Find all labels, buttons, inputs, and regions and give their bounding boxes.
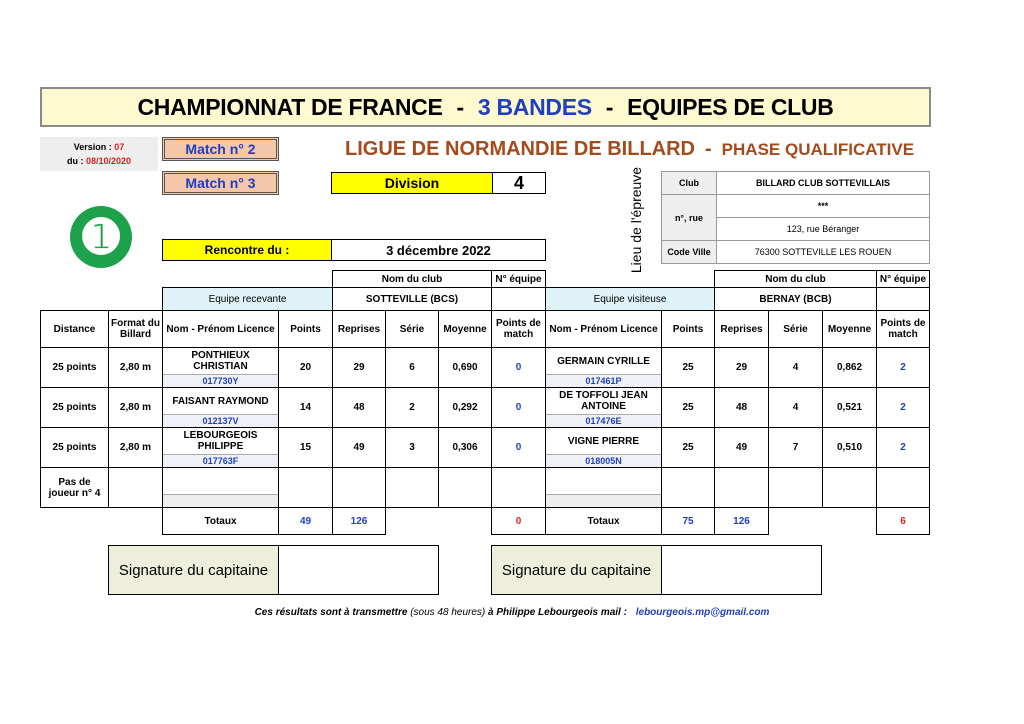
home-pm-cell: 0 bbox=[492, 348, 546, 388]
away-player-licence: 018005N bbox=[546, 454, 661, 467]
home-player-name bbox=[163, 468, 278, 494]
home-reprises-header: Reprises bbox=[333, 311, 386, 348]
home-points-header: Points bbox=[279, 311, 333, 348]
rue-label: n°, rue bbox=[662, 195, 717, 241]
home-serie-cell[interactable]: 6 bbox=[386, 348, 439, 388]
match-2-box[interactable]: Match n° 2 bbox=[162, 137, 279, 161]
home-no-equipe-header: N° équipe bbox=[492, 271, 546, 288]
format-header: Format du Billard bbox=[109, 311, 163, 348]
home-player-licence: 017730Y bbox=[163, 374, 278, 387]
home-pm-header: Points de match bbox=[492, 311, 546, 348]
footer-email-link[interactable]: lebourgeois.mp@gmail.com bbox=[635, 607, 770, 618]
home-team-number[interactable] bbox=[492, 288, 546, 311]
away-team-label: Equipe visiteuse bbox=[546, 288, 715, 311]
home-serie-cell[interactable] bbox=[386, 468, 439, 508]
away-total-pm: 6 bbox=[877, 508, 930, 535]
rue-line-2[interactable]: 123, rue Béranger bbox=[717, 218, 930, 241]
home-points-cell[interactable]: 14 bbox=[279, 388, 333, 428]
club-value[interactable]: BILLARD CLUB SOTTEVILLAIS bbox=[717, 172, 930, 195]
away-player-name: GERMAIN CYRILLE bbox=[557, 355, 650, 367]
home-totals-label: Totaux bbox=[163, 508, 279, 535]
away-player-cell[interactable] bbox=[546, 428, 662, 468]
home-player-name: FAISANT RAYMOND bbox=[172, 395, 269, 407]
version-info bbox=[40, 137, 158, 171]
away-pm-cell bbox=[877, 468, 930, 508]
title-discipline: 3 BANDES bbox=[477, 93, 592, 120]
away-reprises-cell[interactable]: 29 bbox=[715, 348, 769, 388]
format-cell bbox=[109, 468, 163, 508]
distance-header: Distance bbox=[41, 311, 109, 348]
away-moyenne-header: Moyenne bbox=[823, 311, 877, 348]
format-cell: 2,80 m bbox=[109, 348, 163, 388]
away-reprises-cell[interactable]: 49 bbox=[715, 428, 769, 468]
away-pm-cell: 2 bbox=[877, 348, 930, 388]
away-moyenne-cell: 0,862 bbox=[823, 348, 877, 388]
away-moyenne-cell: 0,510 bbox=[823, 428, 877, 468]
results-table bbox=[40, 270, 930, 535]
home-player-cell[interactable] bbox=[163, 468, 279, 508]
lieu-heading-text: Lieu de l'épreuve bbox=[628, 166, 645, 274]
away-nom-club-header: Nom du club bbox=[715, 271, 877, 288]
home-pm-cell: 0 bbox=[492, 428, 546, 468]
away-points-cell[interactable]: 25 bbox=[662, 428, 715, 468]
away-player-cell[interactable] bbox=[546, 388, 662, 428]
away-signature-label: Signature du capitaine bbox=[492, 546, 662, 594]
distance-cell: 25 points bbox=[41, 348, 109, 388]
club-label: Club bbox=[662, 172, 717, 195]
away-nom-header: Nom - Prénom Licence bbox=[546, 311, 662, 348]
title-separator: - bbox=[605, 93, 614, 120]
away-player-name: VIGNE PIERRE bbox=[567, 435, 640, 447]
home-nom-club-header: Nom du club bbox=[333, 271, 492, 288]
away-player-licence: 017476E bbox=[546, 414, 661, 427]
home-player-name: PONTHIEUX CHRISTIAN bbox=[191, 350, 250, 372]
away-reprises-cell[interactable]: 48 bbox=[715, 388, 769, 428]
table-row bbox=[41, 348, 930, 388]
home-signature-label: Signature du capitaine bbox=[109, 546, 279, 594]
home-reprises-cell[interactable] bbox=[333, 468, 386, 508]
home-reprises-cell[interactable]: 29 bbox=[333, 348, 386, 388]
home-player-name: LEBOURGEOIS PHILIPPE bbox=[183, 430, 258, 452]
ligue-separator: - bbox=[705, 138, 712, 160]
home-pm-cell bbox=[492, 468, 546, 508]
home-moyenne-cell: 0,690 bbox=[439, 348, 492, 388]
version-number: 07 bbox=[114, 142, 125, 152]
away-totals-label: Totaux bbox=[546, 508, 662, 535]
away-player-name bbox=[546, 468, 661, 494]
away-player-cell[interactable] bbox=[546, 348, 662, 388]
away-moyenne-cell bbox=[823, 468, 877, 508]
away-player-cell[interactable] bbox=[546, 468, 662, 508]
format-cell: 2,80 m bbox=[109, 388, 163, 428]
home-player-cell[interactable] bbox=[163, 388, 279, 428]
title-separator: - bbox=[456, 93, 464, 120]
home-points-cell[interactable]: 20 bbox=[279, 348, 333, 388]
ligue-heading bbox=[345, 138, 914, 161]
empty-row-label: Pas de joueur n° 4 bbox=[41, 468, 109, 508]
distance-cell: 25 points bbox=[41, 428, 109, 468]
away-points-cell[interactable]: 25 bbox=[662, 388, 715, 428]
away-total-reprises: 126 bbox=[715, 508, 769, 535]
away-signature-box bbox=[491, 545, 822, 595]
home-serie-header: Série bbox=[386, 311, 439, 348]
document-title bbox=[40, 87, 931, 127]
home-serie-cell[interactable]: 2 bbox=[386, 388, 439, 428]
rencontre-date[interactable]: 3 décembre 2022 bbox=[331, 239, 546, 261]
rue-line-1[interactable]: *** bbox=[717, 195, 930, 218]
away-pm-cell: 2 bbox=[877, 428, 930, 468]
home-player-cell[interactable] bbox=[163, 348, 279, 388]
footer-note bbox=[0, 607, 1024, 618]
distance-cell: 25 points bbox=[41, 388, 109, 428]
badge-number: ➊ bbox=[82, 211, 120, 263]
home-reprises-cell[interactable]: 49 bbox=[333, 428, 386, 468]
home-team-label: Equipe recevante bbox=[163, 288, 333, 311]
home-nom-header: Nom - Prénom Licence bbox=[163, 311, 279, 348]
away-player-licence bbox=[546, 494, 661, 507]
away-reprises-cell[interactable] bbox=[715, 468, 769, 508]
home-total-points: 49 bbox=[279, 508, 333, 535]
away-moyenne-cell: 0,521 bbox=[823, 388, 877, 428]
phase-label: PHASE QUALIFICATIVE bbox=[721, 140, 915, 159]
away-total-points: 75 bbox=[662, 508, 715, 535]
version-date: 08/10/2020 bbox=[85, 156, 132, 166]
version-date-label: du : bbox=[66, 156, 84, 166]
away-reprises-header: Reprises bbox=[715, 311, 769, 348]
home-reprises-cell[interactable]: 48 bbox=[333, 388, 386, 428]
ville-value[interactable]: 76300 SOTTEVILLE LES ROUEN bbox=[717, 241, 930, 264]
home-moyenne-cell bbox=[439, 468, 492, 508]
home-serie-cell[interactable]: 3 bbox=[386, 428, 439, 468]
home-club-name[interactable]: SOTTEVILLE (BCS) bbox=[333, 288, 492, 311]
title-equipes: EQUIPES DE CLUB bbox=[627, 93, 834, 120]
home-player-licence: 012137V bbox=[163, 414, 278, 427]
match-3-box[interactable]: Match n° 3 bbox=[162, 171, 279, 195]
home-total-reprises: 126 bbox=[333, 508, 386, 535]
home-signature-box bbox=[108, 545, 439, 595]
footer-text-3: à Philippe Lebourgeois mail : bbox=[488, 607, 627, 618]
home-points-cell[interactable]: 15 bbox=[279, 428, 333, 468]
totals-row bbox=[41, 508, 930, 535]
away-serie-cell[interactable]: 4 bbox=[769, 388, 823, 428]
away-points-cell[interactable] bbox=[662, 468, 715, 508]
table-row bbox=[41, 468, 930, 508]
away-player-name: DE TOFFOLI JEAN ANTOINE bbox=[559, 390, 648, 412]
away-team-number[interactable] bbox=[877, 288, 930, 311]
home-player-cell[interactable] bbox=[163, 428, 279, 468]
title-championnat: CHAMPIONNAT DE FRANCE bbox=[137, 93, 443, 120]
footer-text-1: Ces résultats sont à transmettre bbox=[254, 607, 408, 618]
home-pm-cell: 0 bbox=[492, 388, 546, 428]
away-serie-header: Série bbox=[769, 311, 823, 348]
table-row bbox=[41, 428, 930, 468]
away-points-header: Points bbox=[662, 311, 715, 348]
away-serie-cell[interactable]: 7 bbox=[769, 428, 823, 468]
ligue-name: LIGUE DE NORMANDIE DE BILLARD bbox=[345, 138, 695, 160]
table-row bbox=[41, 388, 930, 428]
home-player-licence bbox=[163, 494, 278, 507]
division-value[interactable]: 4 bbox=[492, 172, 546, 194]
home-total-pm: 0 bbox=[492, 508, 546, 535]
away-pm-cell: 2 bbox=[877, 388, 930, 428]
lieu-table bbox=[661, 171, 930, 264]
away-serie-cell[interactable]: 4 bbox=[769, 348, 823, 388]
version-label: Version : bbox=[73, 142, 112, 152]
home-points-cell[interactable] bbox=[279, 468, 333, 508]
away-serie-cell[interactable] bbox=[769, 468, 823, 508]
home-moyenne-cell: 0,292 bbox=[439, 388, 492, 428]
away-no-equipe-header: N° équipe bbox=[877, 271, 930, 288]
home-moyenne-header: Moyenne bbox=[439, 311, 492, 348]
rank-badge-icon bbox=[70, 206, 132, 268]
lieu-heading bbox=[612, 166, 660, 274]
away-player-licence: 017461P bbox=[546, 374, 661, 387]
home-moyenne-cell: 0,306 bbox=[439, 428, 492, 468]
format-cell: 2,80 m bbox=[109, 428, 163, 468]
away-club-name[interactable]: BERNAY (BCB) bbox=[715, 288, 877, 311]
division-label: Division bbox=[331, 172, 493, 194]
home-player-licence: 017763F bbox=[163, 454, 278, 467]
rencontre-label: Rencontre du : bbox=[162, 239, 332, 261]
away-points-cell[interactable]: 25 bbox=[662, 348, 715, 388]
away-signature-area[interactable] bbox=[662, 546, 821, 594]
home-signature-area[interactable] bbox=[279, 546, 438, 594]
footer-text-2: (sous 48 heures) bbox=[410, 607, 486, 618]
ville-label: Code Ville bbox=[662, 241, 717, 264]
away-pm-header: Points de match bbox=[877, 311, 930, 348]
